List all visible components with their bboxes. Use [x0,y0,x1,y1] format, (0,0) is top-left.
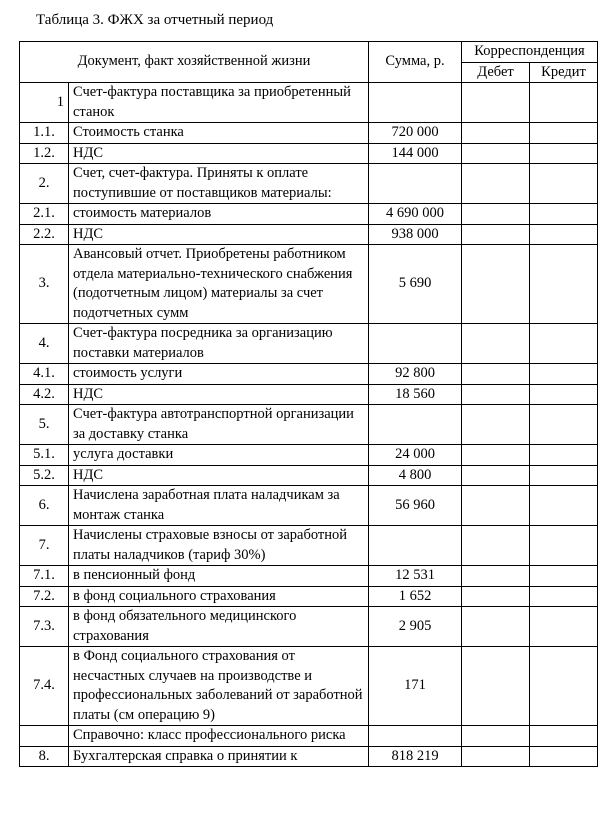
row-amount: 12 531 [369,566,462,587]
row-credit [530,364,598,385]
row-number: 7.2. [20,586,69,607]
table-row [20,486,598,526]
row-credit [530,324,598,364]
row-amount: 4 800 [369,465,462,486]
row-debit [462,486,530,526]
transactions-table [19,41,598,767]
table-row [20,224,598,245]
row-amount: 24 000 [369,445,462,466]
row-number: 7.1. [20,566,69,587]
row-number: 7. [20,526,69,566]
row-debit [462,224,530,245]
row-debit [462,746,530,767]
row-debit [462,607,530,647]
row-credit [530,164,598,204]
row-number [20,726,69,747]
row-credit [530,245,598,324]
row-credit [530,586,598,607]
table-caption: Таблица 3. ФЖХ за отчетный период [36,12,274,28]
row-credit [530,726,598,747]
row-description: Счет, счет-фактура. Приняты к оплате поступившие от поставщиков материалы: [69,164,369,204]
table-row [20,364,598,385]
row-amount: 144 000 [369,143,462,164]
row-credit [530,384,598,405]
table-row [20,324,598,364]
row-credit [530,746,598,767]
row-amount: 4 690 000 [369,204,462,225]
row-description: Начислена заработная плата наладчикам за монтаж станка [69,486,369,526]
row-debit [462,245,530,324]
row-credit [530,204,598,225]
row-number: 4. [20,324,69,364]
row-description: НДС [69,384,369,405]
row-description: в фонд обязательного медицинского страхования [69,607,369,647]
table-row [20,83,598,123]
row-amount: 818 219 [369,746,462,767]
row-amount: 56 960 [369,486,462,526]
table-row [20,465,598,486]
row-description: услуга доставки [69,445,369,466]
row-description: Счет-фактура поставщика за приобретенный станок [69,83,369,123]
row-number: 7.3. [20,607,69,647]
row-number: 7.4. [20,647,69,726]
row-description: Счет-фактура автотранспортной организации за доставку станка [69,405,369,445]
row-amount [369,324,462,364]
row-number: 5. [20,405,69,445]
row-amount: 5 690 [369,245,462,324]
header-correspondence: Корреспонденция [462,42,598,63]
row-amount: 1 652 [369,586,462,607]
row-credit [530,224,598,245]
row-debit [462,324,530,364]
table-row [20,384,598,405]
table-row [20,607,598,647]
row-debit [462,445,530,466]
row-debit [462,405,530,445]
row-debit [462,384,530,405]
table-row [20,405,598,445]
header-amount: Сумма, р. [369,42,462,83]
row-number: 6. [20,486,69,526]
row-debit [462,647,530,726]
row-number: 1 [20,83,69,123]
row-debit [462,83,530,123]
table-row [20,647,598,726]
row-credit [530,647,598,726]
row-debit [462,465,530,486]
table-row [20,566,598,587]
row-description: стоимость материалов [69,204,369,225]
row-credit [530,566,598,587]
row-credit [530,607,598,647]
row-credit [530,405,598,445]
row-credit [530,123,598,144]
row-amount: 2 905 [369,607,462,647]
table-row [20,586,598,607]
row-credit [530,83,598,123]
row-amount [369,164,462,204]
row-credit [530,486,598,526]
row-debit [462,566,530,587]
row-amount: 720 000 [369,123,462,144]
row-description: в фонд социального страхования [69,586,369,607]
row-amount: 18 560 [369,384,462,405]
row-debit [462,726,530,747]
row-debit [462,364,530,385]
row-description: в пенсионный фонд [69,566,369,587]
row-amount [369,405,462,445]
table-row [20,726,598,747]
row-amount: 171 [369,647,462,726]
row-number: 4.2. [20,384,69,405]
row-debit [462,586,530,607]
row-number: 1.1. [20,123,69,144]
row-description: Бухгалтерская справка о принятии к [69,746,369,767]
table-row [20,143,598,164]
row-description: Справочно: класс профессионального риска [69,726,369,747]
row-description: в Фонд социального страхования от несчастных случаев на производстве и профессиональных заболеваний от заработной платы (см операцию 9) [69,647,369,726]
row-amount [369,726,462,747]
row-number: 2. [20,164,69,204]
row-number: 2.1. [20,204,69,225]
row-description: Стоимость станка [69,123,369,144]
row-description: НДС [69,465,369,486]
row-number: 8. [20,746,69,767]
row-number: 1.2. [20,143,69,164]
table-row [20,445,598,466]
row-number: 4.1. [20,364,69,385]
row-credit [530,143,598,164]
row-amount [369,526,462,566]
table-row [20,123,598,144]
table-row [20,204,598,225]
row-description: НДС [69,143,369,164]
table-row [20,164,598,204]
row-amount: 938 000 [369,224,462,245]
row-description: Начислены страховые взносы от заработной платы наладчиков (тариф 30%) [69,526,369,566]
row-credit [530,445,598,466]
row-number: 2.2. [20,224,69,245]
table-row [20,746,598,767]
row-description: Счет-фактура посредника за организацию поставки материалов [69,324,369,364]
row-debit [462,164,530,204]
row-description: Авансовый отчет. Приобретены работником отдела материально-технического снабжения (подотчетным лицом) материалы за счет подотчетных сумм [69,245,369,324]
row-debit [462,123,530,144]
row-number: 5.1. [20,445,69,466]
row-description: стоимость услуги [69,364,369,385]
row-debit [462,204,530,225]
table-row [20,245,598,324]
row-number: 3. [20,245,69,324]
header-credit: Кредит [530,62,598,83]
row-number: 5.2. [20,465,69,486]
header-document: Документ, факт хозяйственной жизни [20,42,369,83]
header-debit: Дебет [462,62,530,83]
row-credit [530,526,598,566]
row-credit [530,465,598,486]
table-row [20,526,598,566]
row-amount [369,83,462,123]
row-description: НДС [69,224,369,245]
row-amount: 92 800 [369,364,462,385]
row-debit [462,143,530,164]
row-debit [462,526,530,566]
